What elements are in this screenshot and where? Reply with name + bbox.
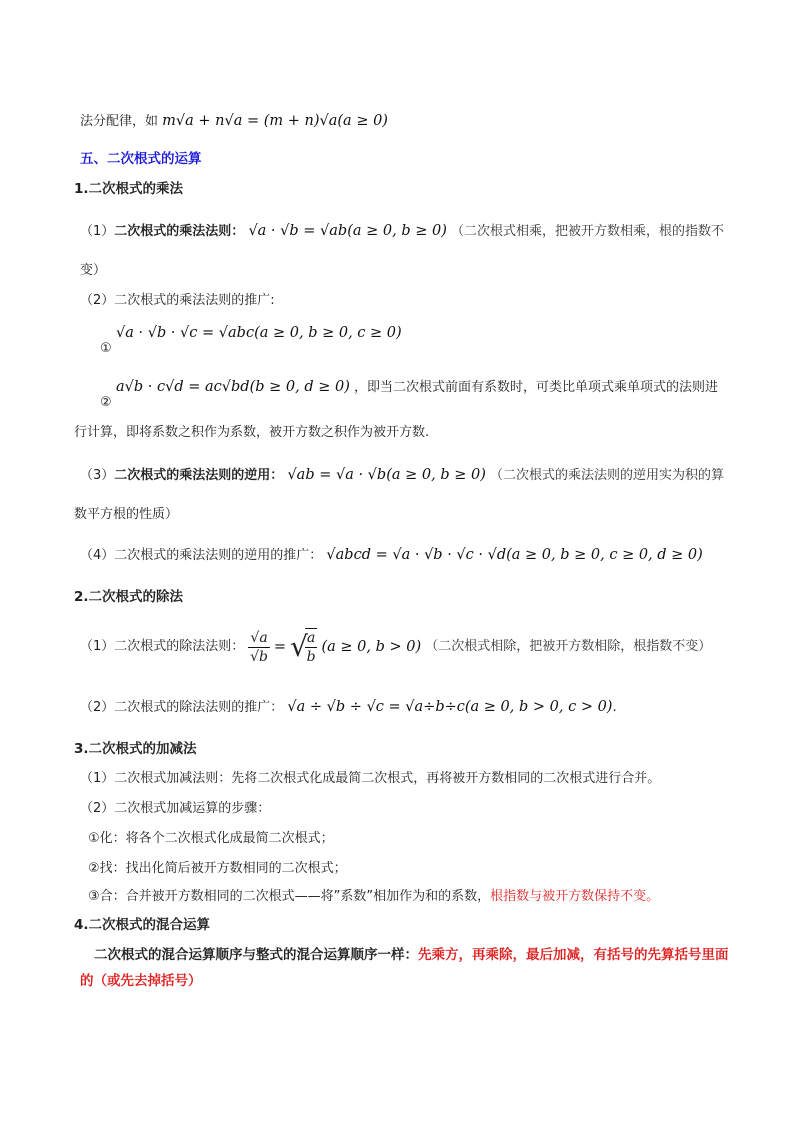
mixed-summary-text: 二次根式的混合运算顺序与整式的混合运算顺序一样： [94, 947, 418, 963]
add-step-3-text: ③合：合并被开方数相同的二次根式——将”系数”相加作为和的系数， [88, 889, 491, 904]
subsection-heading-division: 2.二次根式的除法 [74, 589, 184, 605]
div-rule-radicand-fraction [305, 628, 317, 666]
subsection-heading-addition: 3.二次根式的加减法 [74, 741, 197, 757]
mul-ext-formula-2-line [116, 378, 718, 397]
mul-inverse-ext-formula: √abcd = √a · √b · √c · √d(a ≥ 0, b ≥ 0, c ≥ 0, d ≥ 0) [326, 547, 703, 563]
mul-ext-mark-2: ② [100, 395, 112, 410]
mul-ext-formula-1 [116, 324, 402, 343]
add-rule: （1）二次根式加减法则：先将二次根式化成最简二次根式，再将被开方数相同的二次根式进行合并。 [80, 771, 661, 786]
div-rule-condition: (a ≥ 0, b > 0) [321, 639, 422, 655]
div-ext-line [80, 698, 617, 717]
mul-inverse-line [80, 466, 724, 485]
mul-rule-note-continued: 变） [80, 263, 107, 278]
subsection-heading-mixed: 4.二次根式的混合运算 [74, 917, 211, 933]
mul-ext-formula-2-text: a√b · c√d = ac√bd(b ≥ 0, d ≥ 0) [116, 379, 350, 395]
mul-rule-prefix: （1） [80, 224, 115, 239]
add-step-1: ①化：将各个二次根式化成最简二次根式； [88, 831, 334, 846]
mul-rule-label: 二次根式的乘法法则： [114, 224, 245, 239]
mul-inverse-formula: √ab = √a · √b(a ≥ 0, b ≥ 0) [287, 467, 486, 483]
mul-ext-title: （2）二次根式的乘法法则的推广: [80, 293, 275, 308]
mul-ext-note-continued: 行计算，即将系数之积作为系数，被开方数之积作为被开方数. [74, 425, 430, 440]
subsection-heading-multiplication: 1.二次根式的乘法 [74, 181, 184, 197]
mul-inverse-note-continued: 数平方根的性质） [74, 507, 179, 522]
mixed-summary [80, 942, 730, 994]
add-step-2: ②找：找出化简后被开方数相同的二次根式； [88, 861, 347, 876]
mul-rule-formula: √a · √b = √ab(a ≥ 0, b ≥ 0) [248, 223, 447, 239]
div-rule-numerator: √a [250, 629, 268, 646]
section-heading: 五、二次根式的运算 [80, 151, 202, 167]
mul-inverse-note: （二次根式的乘法法则的逆用实为积的算 [490, 468, 725, 483]
add-step-3 [88, 888, 659, 906]
mul-ext-formula-1-text: √a · √b · √c = √abc(a ≥ 0, b ≥ 0, c ≥ 0) [116, 325, 402, 341]
div-rule-fraction [248, 629, 269, 666]
div-ext-label: （2）二次根式的除法法则的推广： [80, 700, 284, 715]
mixed-summary-emphasis: 先乘方，再乘除，最后加减，有括号的先算括号里面的（或先去掉括号） [80, 947, 729, 989]
mul-inverse-ext-line [80, 546, 703, 565]
distributive-prefix: 法分配律，如 [80, 114, 159, 129]
mul-ext-formula-2-note: ，即当二次根式前面有系数时，可类比单项式乘单项式的法则进 [354, 380, 719, 395]
div-ext-formula: √a ÷ √b ÷ √c = √a÷b÷c(a ≥ 0, b > 0, c > 0) [287, 699, 613, 715]
div-rule-label: （1）二次根式的除法法则： [80, 639, 245, 654]
mul-inverse-label: 二次根式的乘法法则的逆用： [114, 468, 284, 483]
div-rule-radicand-numerator: a [306, 630, 316, 646]
mul-ext-mark-1: ① [100, 341, 112, 356]
add-step-3-emphasis: 根指数与被开方数保持不变。 [490, 889, 660, 904]
div-ext-period: . [612, 700, 617, 715]
div-rule-note: （二次根式相除，把被开方数相除，根指数不变） [425, 639, 712, 654]
mul-inverse-ext-label: （4）二次根式的乘法法则的逆用的推广： [80, 548, 323, 563]
distributive-formula: m√a + n√a = (m + n)√a(a ≥ 0) [162, 113, 388, 129]
add-steps-title: （2）二次根式加减运算的步骤： [80, 801, 271, 816]
mul-rule-line [80, 222, 724, 241]
div-rule-radicand-denominator: b [306, 649, 316, 665]
div-rule-equals: = [273, 639, 286, 655]
div-rule-line [80, 622, 711, 672]
mul-inverse-prefix: （3） [80, 468, 115, 483]
distributive-line [80, 112, 388, 131]
mul-rule-note: （二次根式相乘，把被开方数相乘，根的指数不 [451, 224, 725, 239]
radical-sign-icon: √ [290, 630, 308, 663]
div-rule-denominator: √b [250, 648, 268, 665]
